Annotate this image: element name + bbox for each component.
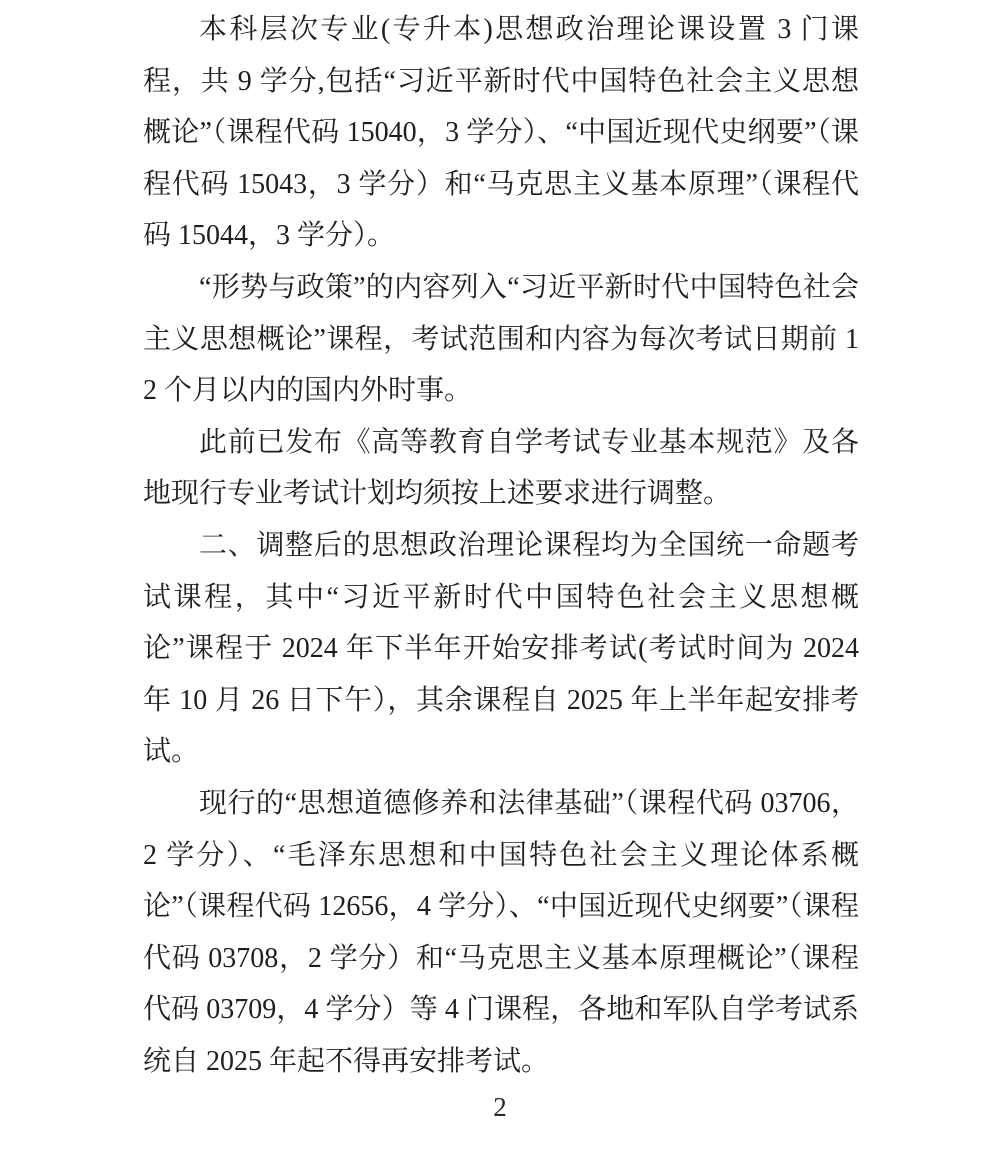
page-number: 2 bbox=[493, 1092, 507, 1122]
paragraph-situation-policy: “形势与政策”的内容列入“习近平新时代中国特色社会主义思想概论”课程，考试范围和内容为每次考试日期前 12 个月以内的国内外时事。 bbox=[143, 271, 859, 407]
paragraph-prior-specifications: 此前已发布《高等教育自学考试专业基本规范》及各地现行专业考试计划均须按上述要求进行调整。 bbox=[143, 426, 859, 510]
paragraph-course-setup: 本科层次专业(专升本)思想政治理论课设置 3 门课程，共 9 学分,包括“习近平新时代中国特色社会主义思想概论”（课程代码 15040，3 学分）、“中国近现代史纲要”（课程代码 15043，3 学分）和“马克思主义基本原理”（课程代码 15044，3 学分）。 bbox=[143, 14, 859, 252]
document-text-block bbox=[143, 4, 859, 1087]
paragraph-section-two-exam-schedule: 二、调整后的思想政治理论课程均为全国统一命题考试课程，其中“习近平新时代中国特色社会主义思想概论”课程于 2024 年下半年开始安排考试(考试时间为 2024 年 10 月 26 日下午），其余课程自 2025 年上半年起安排考试。 bbox=[143, 529, 859, 768]
paragraph-current-courses-phase-out: 现行的“思想道德修养和法律基础”（课程代码 03706，2 学分）、“毛泽东思想和中国特色社会主义理论体系概论”（课程代码 12656，4 学分）、“中国近现代史纲要”（课程代码 03708，2 学分）和“马克思主义基本原理概论”（课程代码 03709，4 学分）等 4 门课程，各地和军队自学考试系统自 2025 年起不得再安排考试。 bbox=[143, 787, 859, 1077]
